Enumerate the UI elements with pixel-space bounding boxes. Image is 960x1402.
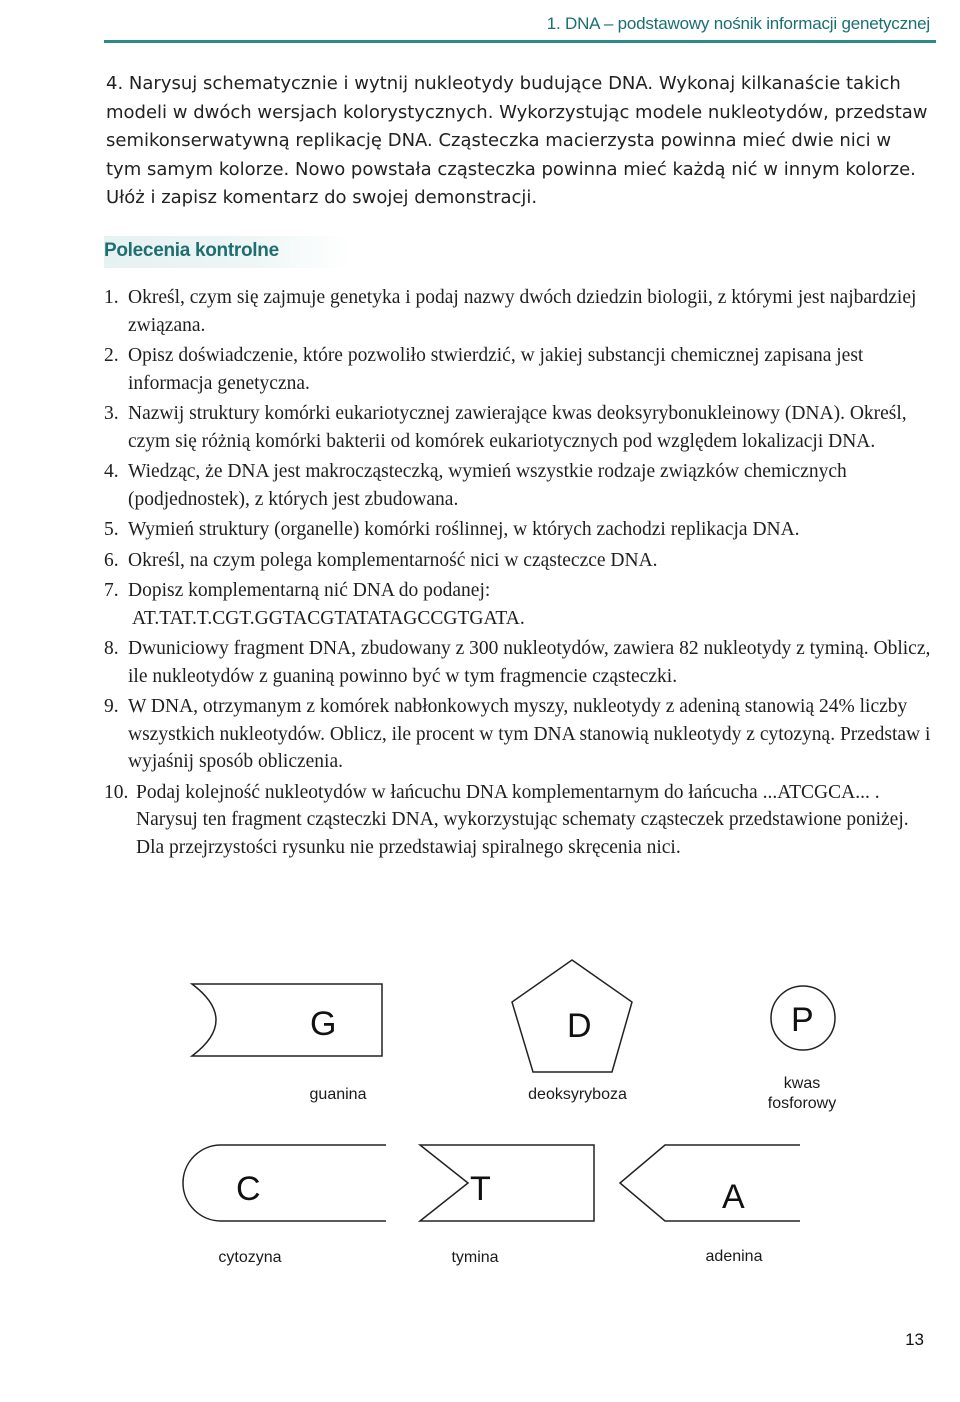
question-text: Dopisz komplementarną nić DNA do podanej: [128, 580, 491, 601]
question-number: 2. [104, 345, 119, 366]
question-item [104, 284, 934, 339]
question-text: Podaj kolejność nukleotydów w łańcuchu DNA komplementarnym do łańcucha ...ATCGCA... . Narysuj ten fragment cząsteczki DNA, wykorzystując schematy cząsteczek przedstawione poniżej. Dla przejrzystości rysunku nie przedstawiaj spiralnego skręcenia nici. [136, 781, 909, 858]
question-number: 4. [104, 461, 119, 482]
question-item [104, 516, 934, 544]
thymine-letter: T [470, 1170, 491, 1208]
dna-sequence: AT.TAT.T.CGT.GGTACGTATATAGCCGTGATA. [132, 607, 525, 629]
question-item [104, 342, 934, 397]
guanine-label: guanina [309, 1086, 367, 1103]
question-item [104, 547, 934, 575]
guanine-letter: G [310, 1005, 337, 1043]
question-number: 3. [104, 403, 119, 424]
section-heading: Polecenia kontrolne [104, 240, 279, 261]
question-text: W DNA, otrzymanym z komórek nabłonkowych myszy, nukleotydy z adeniną stanowią 24% liczby wszystkich nukleotydów. Oblicz, ile procent w tym DNA stanowią nukleotydy z cytozyną. Przedstaw i wyjaśnij sposób obliczenia. [128, 696, 931, 772]
cytosine-letter: C [236, 1170, 261, 1208]
question-number: 10. [104, 781, 129, 803]
nucleotide-components-figure [0, 940, 960, 1300]
question-item [104, 458, 934, 513]
phosphate-label: kwas fosforowy [767, 1075, 837, 1112]
question-item [104, 693, 934, 776]
question-item [104, 577, 934, 632]
question-text: Nazwij struktury komórki eukariotycznej zawierające kwas deoksyrybonukleinowy (DNA). Określ, czym się różnią komórki bakterii od komórek eukariotycznych pod względem lokalizacji DNA. [128, 403, 907, 452]
phosphate-letter: P [791, 1001, 814, 1039]
running-header: 1. DNA – podstawowy nośnik informacji genetycznej [546, 14, 930, 33]
control-questions-list [104, 284, 934, 864]
deoxyribose-label: deoksyryboza [528, 1086, 627, 1103]
question-number: 8. [104, 638, 119, 659]
question-number: 7. [104, 580, 119, 601]
adenine-shape [620, 1145, 800, 1221]
page-number: 13 [905, 1330, 924, 1349]
question-item [104, 779, 934, 862]
question-text: Wymień struktury (organelle) komórki roślinnej, w których zachodzi replikacja DNA. [128, 519, 800, 540]
question-number: 9. [104, 696, 119, 717]
task-4-number: 4. [106, 73, 124, 94]
question-item [104, 400, 934, 455]
deoxyribose-letter: D [567, 1007, 592, 1045]
task-4-text: Narysuj schematycznie i wytnij nukleotydy budujące DNA. Wykonaj kilkanaście takich modeli w dwóch wersjach kolorystycznych. Wykorzystując modele nukleotydów, przedstaw semikonserwatywną replikację DNA. Cząsteczka macierzysta powinna mieć dwie nici w tym samym kolorze. Nowo powstała cząsteczka powinna mieć każdą nić w innym kolorze. Ułóż i zapisz komentarz do swojej demonstracji. [106, 73, 928, 208]
question-text: Wiedząc, że DNA jest makrocząsteczką, wymień wszystkie rodzaje związków chemicznych (podjednostek), z których jest zbudowana. [128, 461, 847, 510]
cytosine-shape [183, 1145, 386, 1221]
adenine-label: adenina [705, 1248, 763, 1265]
question-text: Określ, na czym polega komplementarność nici w cząsteczce DNA. [128, 549, 658, 571]
question-number: 1. [104, 287, 119, 308]
thymine-shape [420, 1145, 594, 1221]
nucleotide-shapes-svg [0, 940, 960, 1300]
question-number: 5. [104, 519, 119, 540]
cytosine-label: cytozyna [218, 1249, 282, 1266]
section-heading-box [104, 236, 350, 268]
question-text: Opisz doświadczenie, które pozwoliło stwierdzić, w jakiej substancji chemicznej zapisana jest informacja genetyczna. [128, 345, 864, 394]
question-text: Dwuniciowy fragment DNA, zbudowany z 300 nukleotydów, zawiera 82 nukleotydy z tyminą. Oblicz, ile nukleotydów z guaniną powinno być w tym fragmencie cząsteczki. [128, 638, 931, 687]
question-text: Określ, czym się zajmuje genetyka i podaj nazwy dwóch dziedzin biologii, z którymi jest najbardziej związana. [128, 287, 917, 336]
question-number: 6. [104, 549, 119, 571]
adenine-letter: A [722, 1178, 745, 1216]
question-item [104, 635, 934, 690]
guanine-shape [192, 984, 382, 1056]
thymine-label: tymina [451, 1249, 499, 1266]
header-rule [104, 40, 936, 43]
task-4 [106, 70, 932, 213]
